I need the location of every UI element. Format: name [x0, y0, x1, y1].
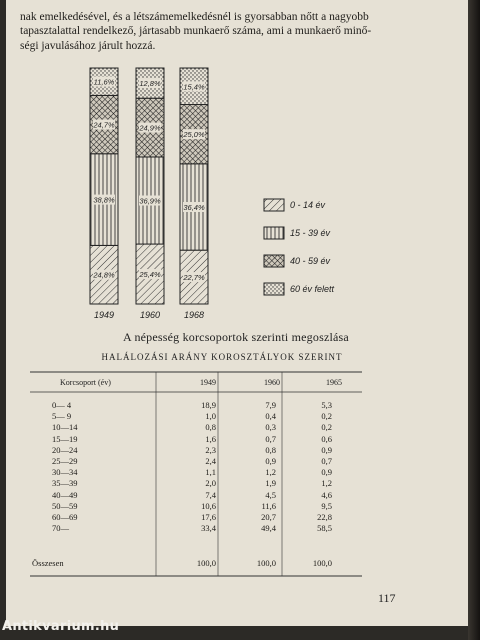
age-group-cell: 60—69 — [52, 511, 78, 522]
total-value: 100,0 — [196, 558, 216, 568]
rate-cell: 20,7 — [261, 511, 276, 522]
rate-cell: 58,5 — [317, 523, 332, 534]
table-row — [30, 501, 360, 512]
bar-value-label: 38,8% — [93, 195, 115, 205]
table-header — [30, 374, 360, 392]
rate-cell: 0,4 — [265, 411, 276, 422]
table-row — [30, 478, 360, 489]
rate-cell: 0,7 — [321, 455, 332, 466]
rate-cell: 0,3 — [265, 422, 276, 433]
total-value: 100,0 — [312, 558, 332, 568]
bar-value-label: 36,4% — [183, 202, 205, 212]
year-tick-label: 1968 — [183, 310, 205, 320]
rate-cell: 49,4 — [261, 523, 276, 534]
age-group-cell: 35—39 — [52, 478, 78, 489]
table-row — [30, 523, 360, 534]
rate-cell: 9,5 — [321, 500, 332, 511]
rate-cell: 7,4 — [205, 489, 216, 500]
book-page — [6, 0, 468, 626]
bar-value-label: 11,6% — [93, 77, 115, 87]
rate-cell: 33,4 — [201, 523, 216, 534]
rate-cell: 1,0 — [205, 411, 216, 422]
table-row — [30, 456, 360, 467]
table-row — [30, 434, 360, 445]
table-body — [30, 400, 360, 534]
rate-cell: 17,6 — [201, 511, 216, 522]
rate-cell: 1,6 — [205, 433, 216, 444]
bar-value-label: 12,8% — [139, 79, 161, 89]
rate-cell: 1,2 — [265, 467, 276, 478]
table-row — [30, 467, 360, 478]
legend-label: 15 - 39 év — [290, 228, 331, 238]
rate-cell: 0,7 — [265, 433, 276, 444]
rate-cell: 0,9 — [321, 467, 332, 478]
intro-line: ségi javulásához járult hozzá. — [20, 39, 156, 52]
rate-cell: 0,2 — [321, 422, 332, 433]
rate-cell: 1,9 — [265, 478, 276, 489]
bar-value-label: 22,7% — [183, 273, 205, 283]
age-group-cell: 30—34 — [52, 467, 78, 478]
rate-cell: 7,9 — [265, 400, 276, 410]
page-number: 117 — [378, 591, 396, 605]
column-header: 1949 — [200, 378, 216, 387]
bar-value-label: 25,0% — [183, 130, 205, 140]
bar-value-label: 24,9% — [139, 123, 161, 133]
rate-cell: 22,8 — [317, 511, 332, 522]
intro-line: tapasztalattal rendelkező, jártasabb munkaerő száma, ami a munkaerő minő- — [20, 25, 372, 38]
rate-cell: 1,2 — [321, 478, 332, 489]
watermark: Antikvarium.hu — [2, 619, 120, 634]
total-label: Összesen — [32, 558, 64, 568]
column-header: 1960 — [264, 378, 280, 387]
age-group-cell: 40—49 — [52, 489, 78, 500]
rate-cell: 1,1 — [205, 467, 216, 478]
rate-cell: 11,6 — [261, 500, 276, 511]
rate-cell: 5,3 — [321, 400, 332, 410]
legend-label: 40 - 59 év — [290, 256, 331, 266]
table-total-row — [30, 558, 360, 570]
bar-value-label: 15,4% — [183, 82, 205, 92]
rate-cell: 2,4 — [205, 455, 216, 466]
column-header: 1965 — [326, 378, 342, 387]
book-spine — [468, 0, 480, 640]
rate-cell: 10,6 — [201, 500, 216, 511]
bar-value-label: 24,7% — [93, 120, 115, 130]
table-row — [30, 422, 360, 433]
rate-cell: 0,6 — [321, 433, 332, 444]
bar-value-label: 36,9% — [139, 196, 161, 206]
age-group-cell: 10—14 — [52, 422, 78, 433]
table-row — [30, 512, 360, 523]
year-tick-label: 1960 — [139, 310, 161, 320]
rate-cell: 0,8 — [205, 422, 216, 433]
rate-cell: 4,5 — [265, 489, 276, 500]
table-row — [30, 400, 360, 411]
bar-value-label: 24,8% — [93, 270, 115, 280]
age-group-cell: 20—24 — [52, 444, 78, 455]
table-row — [30, 411, 360, 422]
rate-cell: 2,3 — [205, 444, 216, 455]
table-title: HALÁLOZÁSI ARÁNY KOROSZTÁLYOK SZERINT — [101, 352, 343, 362]
legend-label: 60 év felett — [290, 284, 335, 294]
age-group-cell: 25—29 — [52, 455, 78, 466]
table-row — [30, 445, 360, 456]
total-value: 100,0 — [256, 558, 276, 568]
bar-value-label: 25,4% — [139, 270, 161, 280]
rate-cell: 0,9 — [265, 455, 276, 466]
year-tick-label: 1949 — [93, 310, 115, 320]
rate-cell: 18,9 — [201, 400, 216, 410]
table-row — [30, 490, 360, 501]
age-group-cell: 15—19 — [52, 433, 78, 444]
rate-cell: 0,2 — [321, 411, 332, 422]
intro-line: nak emelkedésével, és a létszámemelkedésnél is gyorsabban nőtt a nagyobb — [20, 11, 369, 23]
rate-cell: 4,6 — [321, 489, 332, 500]
column-header: Korcsoport (év) — [60, 378, 111, 387]
age-group-cell: 70— — [52, 523, 69, 534]
age-group-cell: 5— 9 — [52, 411, 72, 422]
rate-cell: 0,8 — [265, 444, 276, 455]
rate-cell: 2,0 — [205, 478, 216, 489]
rate-cell: 0,9 — [321, 444, 332, 455]
age-group-cell: 0— 4 — [52, 400, 72, 410]
chart-caption: A népesség korcsoportok szerinti megoszlása — [123, 330, 349, 344]
age-group-cell: 50—59 — [52, 500, 78, 511]
legend-label: 0 - 14 év — [290, 200, 326, 210]
